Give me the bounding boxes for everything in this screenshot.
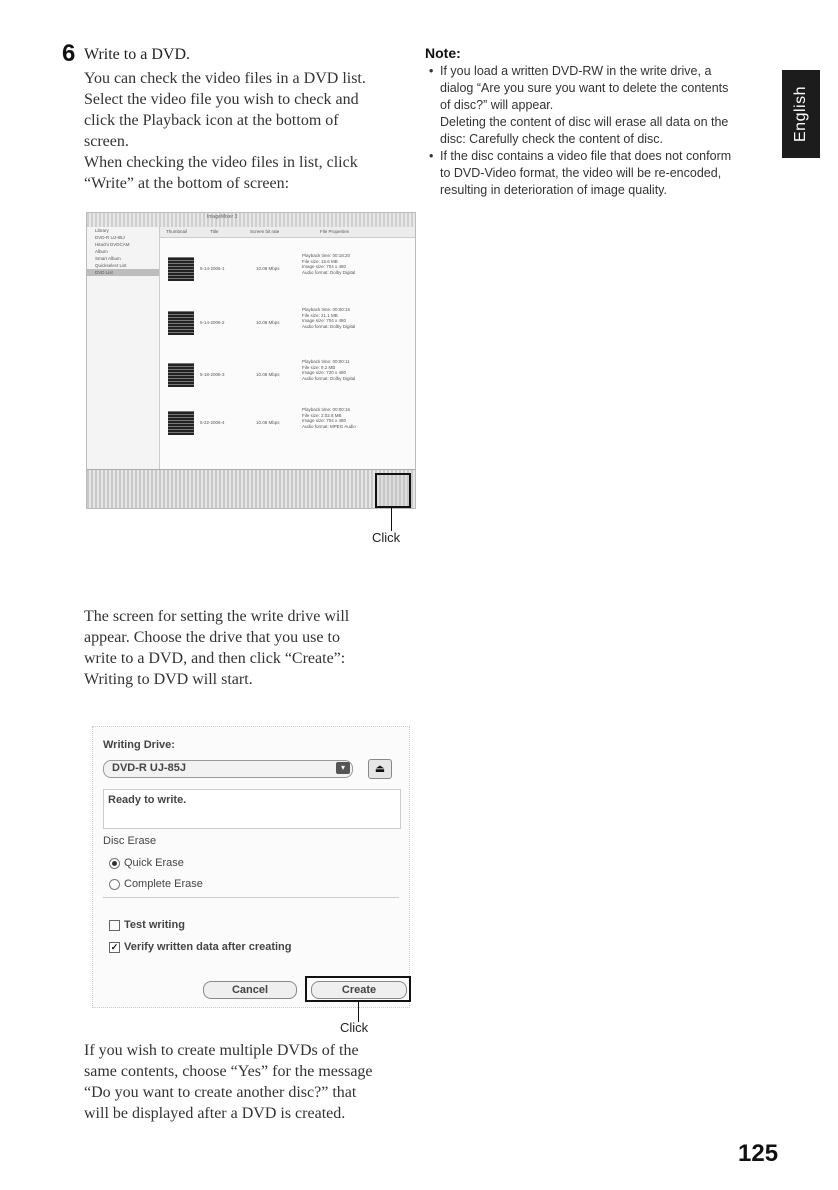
text-line: resulting in deterioration of image quality. [440,183,667,197]
complete-erase-label: Complete Erase [124,878,203,890]
table-row[interactable] [160,239,415,295]
text-line: click the Playback icon at the bottom of [84,112,339,129]
writing-drive-label: Writing Drive: [103,739,175,751]
property-line: File size: 9.2 MB [302,364,336,370]
step-title: Write to a DVD. [84,46,190,63]
text-line: same contents, choose “Yes” for the message [84,1063,373,1080]
text-line: When checking the video files in list, click [84,154,358,171]
list-header [160,227,415,238]
create-highlight [305,976,411,1002]
note-list [425,63,780,199]
text-line: The screen for setting the write drive will [84,608,350,625]
video-bitrate: 10.08 Mbps [256,372,280,377]
test-writing-checkbox[interactable] [109,919,185,931]
writing-drive-dialog [92,726,410,1008]
property-line: Image size: 720 x 480 [302,370,347,375]
bottom-toolbar [87,469,415,508]
window-titlebar [87,213,415,227]
video-bitrate: 10.08 Mbps [256,320,280,325]
sidebar-item-dvd-drive[interactable]: DVD-R UJ-85J [95,235,125,240]
property-line: File size: 2.02.8 MB [302,412,342,418]
column-properties[interactable]: File Properties [320,229,350,234]
language-tab-label: English [792,86,810,142]
text-line: “Do you want to create another disc?” that [84,1084,357,1101]
column-bitrate[interactable]: Screen bit rate [250,229,280,234]
checkbox-icon [109,920,120,931]
video-thumbnail [168,257,194,281]
text-line: Writing to DVD will start. [84,671,253,688]
property-line: Audio format: Dolby Digital [302,269,356,275]
click-callout: Click [372,530,401,545]
video-title: 5-14-2006-2 [200,320,225,325]
quick-erase-radio[interactable] [109,857,184,869]
write-button[interactable] [375,473,411,508]
step-paragraph-2 [84,152,414,194]
complete-erase-radio[interactable] [109,878,203,890]
cancel-button[interactable]: Cancel [203,981,297,999]
window-title: ImageMixer 3 [207,214,238,220]
video-thumbnail [168,363,194,387]
disc-erase-label: Disc Erase [103,835,157,847]
dvd-list-screenshot [86,212,416,509]
callout-line [358,1002,359,1022]
quick-erase-label: Quick Erase [124,857,184,869]
video-bitrate: 10.08 Mbps [256,420,280,425]
property-line: File size: 21.1 MB [302,312,338,318]
video-properties [302,407,356,429]
note-box [425,45,780,199]
text-line: You can check the video files in a DVD list. [84,70,366,87]
click-callout: Click [340,1020,369,1035]
text-line: Select the video file you wish to check and [84,91,359,108]
video-title: 5-14-2006-1 [200,266,225,271]
sidebar-item-album[interactable]: Album [95,249,108,254]
text-line: • If the disc contains a video file that does not conform [440,149,732,163]
sidebar-item-quickselect[interactable]: Quickselect List [95,263,127,268]
property-line: Audio format: MPEG Audio [302,423,356,429]
status-text: Ready to write. [108,794,187,806]
text-line: of disc?” will appear. [440,98,554,112]
video-properties [302,253,355,275]
step-paragraph-3 [84,606,414,690]
text-line: screen. [84,133,129,150]
radio-icon [109,879,120,890]
table-row[interactable] [160,293,415,349]
drive-select[interactable] [103,760,353,778]
step-number: 6 [62,40,76,67]
video-title: 5-18-2006-3 [200,372,225,377]
library-sidebar [87,227,160,482]
video-thumbnail [168,411,194,435]
text-line: “Write” at the bottom of screen: [84,175,290,192]
text-line: dialog “Are you sure you want to delete the contents [440,81,729,95]
property-line: Audio format: Dolby Digital [302,375,356,381]
step-paragraph-1 [84,68,414,152]
verify-checkbox[interactable] [109,941,292,953]
text-line: If you wish to create multiple DVDs of the [84,1042,359,1059]
verify-label: Verify written data after creating [124,941,292,953]
table-row[interactable] [160,393,415,449]
radio-selected-icon [109,858,120,869]
create-button[interactable]: Create [311,981,407,999]
drive-select-value: DVD-R UJ-85J [112,762,186,774]
text-line: will be displayed after a DVD is created. [84,1105,346,1122]
text-line: to DVD-Video format, the video will be re-encoded, [440,166,722,180]
note-heading: Note: [425,45,461,61]
test-writing-label: Test writing [124,919,185,931]
eject-button[interactable] [368,759,392,779]
text-line: appear. Choose the drive that you use to [84,629,340,646]
text-line: Deleting the content of disc will erase all data on the [440,115,729,129]
sidebar-item-dvd-list[interactable]: DVD List [87,269,159,276]
text-line: disc: Carefully check the content of disc. [440,132,664,146]
note-item [425,148,780,199]
eject-icon: ⏏ [374,763,386,775]
column-thumbnail[interactable]: Thumbnail [166,229,188,234]
text-line: write to a DVD, and then click “Create”: [84,650,346,667]
property-line: Playback time: 00:00:11 [302,359,350,364]
property-line: Audio format: Dolby Digital [302,323,356,329]
property-line: Playback time: 00:00:16 [302,407,351,412]
video-thumbnail [168,311,194,335]
text-line: • If you load a written DVD-RW in the write drive, a [440,64,712,78]
callout-line [391,507,392,531]
column-title[interactable]: Title [210,229,219,234]
sidebar-item-library[interactable]: Library [95,228,109,233]
property-line: Image size: 704 x 480 [302,418,347,423]
sidebar-item-hitachi[interactable]: Hitachi DVDCAM [95,242,130,247]
status-box [103,789,401,829]
video-properties [302,307,355,329]
video-properties [302,359,355,381]
property-line: File size: 15.6 MB [302,258,338,264]
note-item [425,63,780,148]
video-bitrate: 10.08 Mbps [256,266,280,271]
sidebar-item-smart-album[interactable]: Smart Album [95,256,121,261]
property-line: Playback time: 00:00:16 [302,307,351,312]
chevron-down-icon: ▾ [336,762,350,774]
checkbox-checked-icon: ✓ [110,941,119,952]
language-tab [782,70,820,158]
page-number: 125 [738,1140,779,1167]
video-title: 5-22-2006-4 [200,420,225,425]
property-line: Image size: 704 x 480 [302,264,347,269]
property-line: Playback time: 00:18:20 [302,253,351,258]
divider [103,897,399,898]
property-line: Image size: 704 x 480 [302,318,347,323]
step-paragraph-4 [84,1040,429,1124]
